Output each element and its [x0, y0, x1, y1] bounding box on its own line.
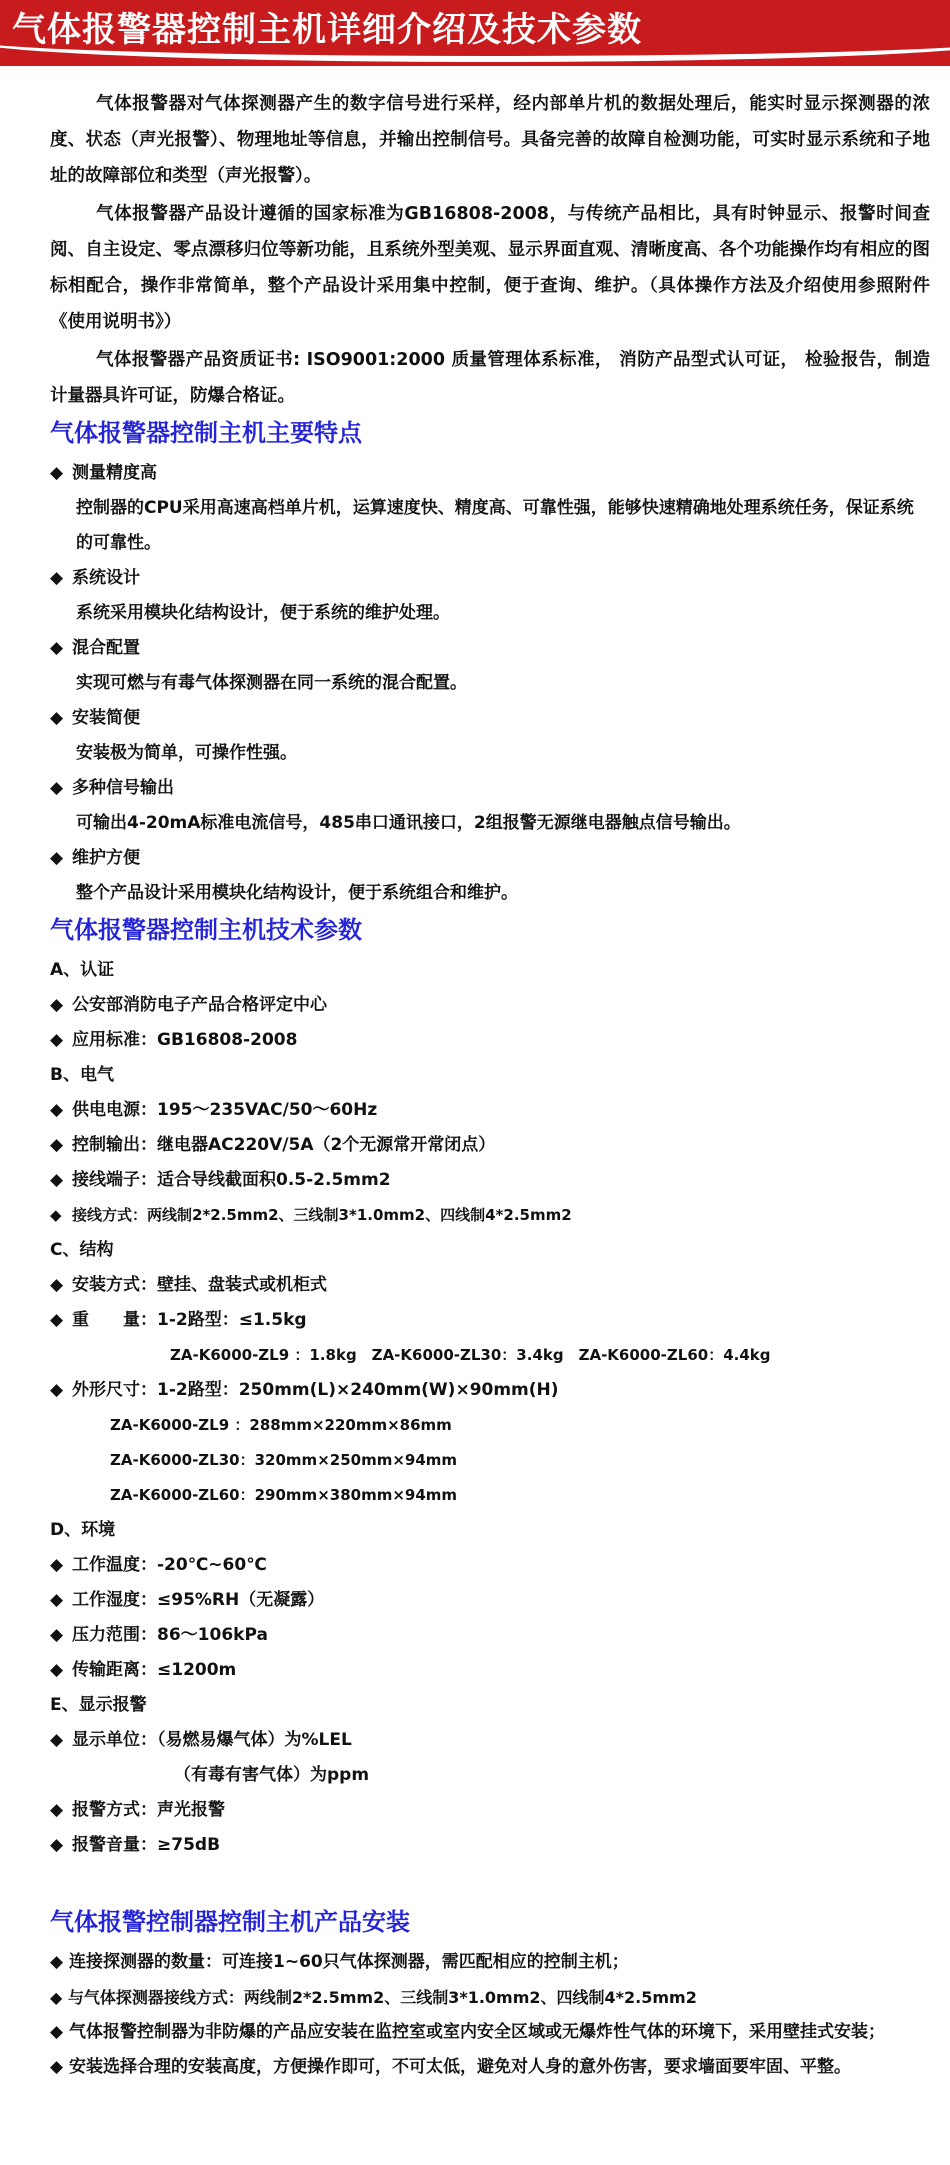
feature-description: 实现可燃与有毒气体探测器在同一系统的混合配置。: [76, 673, 467, 693]
diamond-bullet-icon: ◆: [50, 1170, 64, 1190]
spec-subline: （有毒有害气体）为ppm: [174, 1765, 370, 1785]
feature-title: ◆ 混合配置: [50, 631, 930, 666]
diamond-bullet-icon: ◆: [50, 778, 64, 798]
features-heading: 气体报警器控制主机主要特点: [50, 419, 362, 447]
feature-title: ◆ 系统设计: [50, 561, 930, 596]
install-item: ◆ 气体报警控制器为非防爆的产品应安装在监控室或室内安全区域或无爆炸性气体的环境下，采用壁挂式安装；: [50, 2022, 885, 2042]
spec-list: [50, 953, 930, 1863]
spec-item: ◆ 控制输出：继电器AC220V/5A（2个无源常开常闭点）: [50, 1128, 930, 1163]
install-list: [50, 1945, 930, 2085]
diamond-bullet-icon: ◆: [50, 1135, 64, 1155]
feature-description: 整个产品设计采用模块化结构设计，便于系统组合和维护。: [76, 883, 518, 903]
feature-title: ◆ 维护方便: [50, 841, 930, 876]
spec-subline: ZA-K6000-ZL9 ：1.8kg ZA-K6000-ZL30：3.4kg ZA-K6000-ZL60：4.4kg: [170, 1346, 771, 1364]
diamond-bullet-icon: ◆: [50, 1275, 64, 1295]
install-item: ◆ 安装选择合理的安装高度，方便操作即可，不可太低，避免对人身的意外伤害，要求墙面要牢固、平整。: [50, 2057, 851, 2077]
diamond-bullet-icon: ◆: [50, 463, 64, 483]
install-item: ◆ 连接探测器的数量：可连接1~60只气体探测器，需匹配相应的控制主机；: [50, 1952, 629, 1972]
install-item: ◆ 与气体探测器接线方式：两线制2*2.5mm2、三线制3*1.0mm2、四线制4*2.5mm2: [50, 1988, 697, 2007]
diamond-bullet-icon: ◆: [50, 1625, 64, 1645]
intro-paragraph: 气体报警器产品资质证书: ISO9001:2000 质量管理体系标准， 消防产品型式认可证， 检验报告，制造计量器具许可证，防爆合格证。: [50, 350, 930, 406]
diamond-bullet-icon: ◆: [50, 995, 64, 1015]
diamond-bullet-icon: ◆: [50, 1660, 64, 1680]
diamond-bullet-icon: ◆: [50, 1730, 64, 1750]
spec-item: ◆ 传输距离：≤1200m: [50, 1653, 930, 1688]
diamond-bullet-icon: ◆: [50, 848, 64, 868]
diamond-bullet-icon: ◆: [50, 638, 64, 658]
spec-item: ◆ 重 量：1-2路型：≤1.5kg: [50, 1303, 930, 1338]
diamond-bullet-icon: ◆: [50, 1590, 64, 1610]
spec-item: ◆ 接线端子：适合导线截面积0.5-2.5mm2: [50, 1163, 930, 1198]
spec-category: A、认证: [50, 960, 115, 980]
feature-description: 安装极为简单，可操作性强。: [76, 743, 297, 763]
spec-item: ◆ 供电电源：195～235VAC/50～60Hz: [50, 1093, 930, 1128]
intro-paragraph: 气体报警器产品设计遵循的国家标准为GB16808-2008，与传统产品相比，具有时钟显示、报警时间查阅、自主设定、零点漂移归位等新功能，且系统外型美观、显示界面直观、清晰度高、各个功能操作均有相应的图标相配合，操作非常简单，整个产品设计采用集中控制，便于查询、维护。（具体操作方法及介绍使用参照附件《使用说明书》）: [50, 204, 930, 332]
feature-description: 可输出4-20mA标准电流信号，485串口通讯接口，2组报警无源继电器触点信号输出。: [76, 813, 741, 833]
diamond-bullet-icon: ◆: [50, 1030, 64, 1050]
spec-item: ◆ 报警方式：声光报警: [50, 1793, 930, 1828]
diamond-bullet-icon: ◆: [50, 568, 64, 588]
header-banner: [0, 0, 950, 66]
banner-swoosh-decoration: [0, 16, 950, 62]
spec-category: B、电气: [50, 1065, 114, 1085]
specs-heading: 气体报警器控制主机技术参数: [50, 916, 362, 944]
spec-item: ◆ 显示单位：（易燃易爆气体）为%LEL: [50, 1723, 930, 1758]
diamond-bullet-icon: ◆: [50, 1835, 64, 1855]
spec-category: C、结构: [50, 1240, 114, 1260]
spec-subline: ZA-K6000-ZL30：320mm×250mm×94mm: [110, 1451, 458, 1469]
spec-item: ◆ 压力范围：86～106kPa: [50, 1618, 930, 1653]
page-title: 气体报警器控制主机详细介绍及技术参数: [12, 10, 642, 50]
spec-subline: ZA-K6000-ZL60：290mm×380mm×94mm: [110, 1486, 458, 1504]
feature-description: 控制器的CPU采用高速高档单片机，运算速度快、精度高、可靠性强，能够快速精确地处理系统任务，保证系统的可靠性。: [76, 498, 914, 553]
spec-item: ◆ 安装方式：壁挂、盘装式或机柜式: [50, 1268, 930, 1303]
spec-item: ◆ 公安部消防电子产品合格评定中心: [50, 988, 930, 1023]
diamond-bullet-icon: ◆: [50, 1800, 64, 1820]
spec-item: ◆ 工作温度：-20℃~60℃: [50, 1548, 930, 1583]
diamond-bullet-icon: ◆: [50, 1310, 64, 1330]
intro-paragraph: 气体报警器对气体探测器产生的数字信号进行采样，经内部单片机的数据处理后，能实时显示探测器的浓度、状态（声光报警）、物理地址等信息，并输出控制信号。具备完善的故障自检测功能，可实时显示系统和子地址的故障部位和类型（声光报警）。: [50, 94, 930, 186]
main-content: [50, 86, 930, 2085]
diamond-bullet-icon: ◆: [50, 1555, 64, 1575]
spec-item: ◆ 应用标准：GB16808-2008: [50, 1023, 930, 1058]
spec-subline: ZA-K6000-ZL9 ：288mm×220mm×86mm: [110, 1416, 452, 1434]
install-heading: 气体报警控制器控制主机产品安装: [50, 1908, 410, 1936]
spec-item: ◆ 接线方式：两线制2*2.5mm2、三线制3*1.0mm2、四线制4*2.5mm2: [50, 1198, 930, 1233]
spec-item: ◆ 外形尺寸：1-2路型：250mm(L)×240mm(W)×90mm(H): [50, 1373, 930, 1408]
diamond-bullet-icon: ◆: [50, 1380, 64, 1400]
spec-item: ◆ 报警音量：≥75dB: [50, 1828, 930, 1863]
spec-category: D、环境: [50, 1520, 116, 1540]
feature-title: ◆ 测量精度高: [50, 456, 930, 491]
feature-description: 系统采用模块化结构设计，便于系统的维护处理。: [76, 603, 450, 623]
feature-list: [50, 456, 930, 911]
diamond-bullet-icon: ◆: [50, 708, 64, 728]
feature-title: ◆ 多种信号输出: [50, 771, 930, 806]
diamond-bullet-icon: ◆: [50, 1206, 62, 1224]
feature-title: ◆ 安装简便: [50, 701, 930, 736]
spec-category: E、显示报警: [50, 1695, 147, 1715]
spec-item: ◆ 工作湿度：≤95%RH（无凝露）: [50, 1583, 930, 1618]
diamond-bullet-icon: ◆: [50, 1100, 64, 1120]
